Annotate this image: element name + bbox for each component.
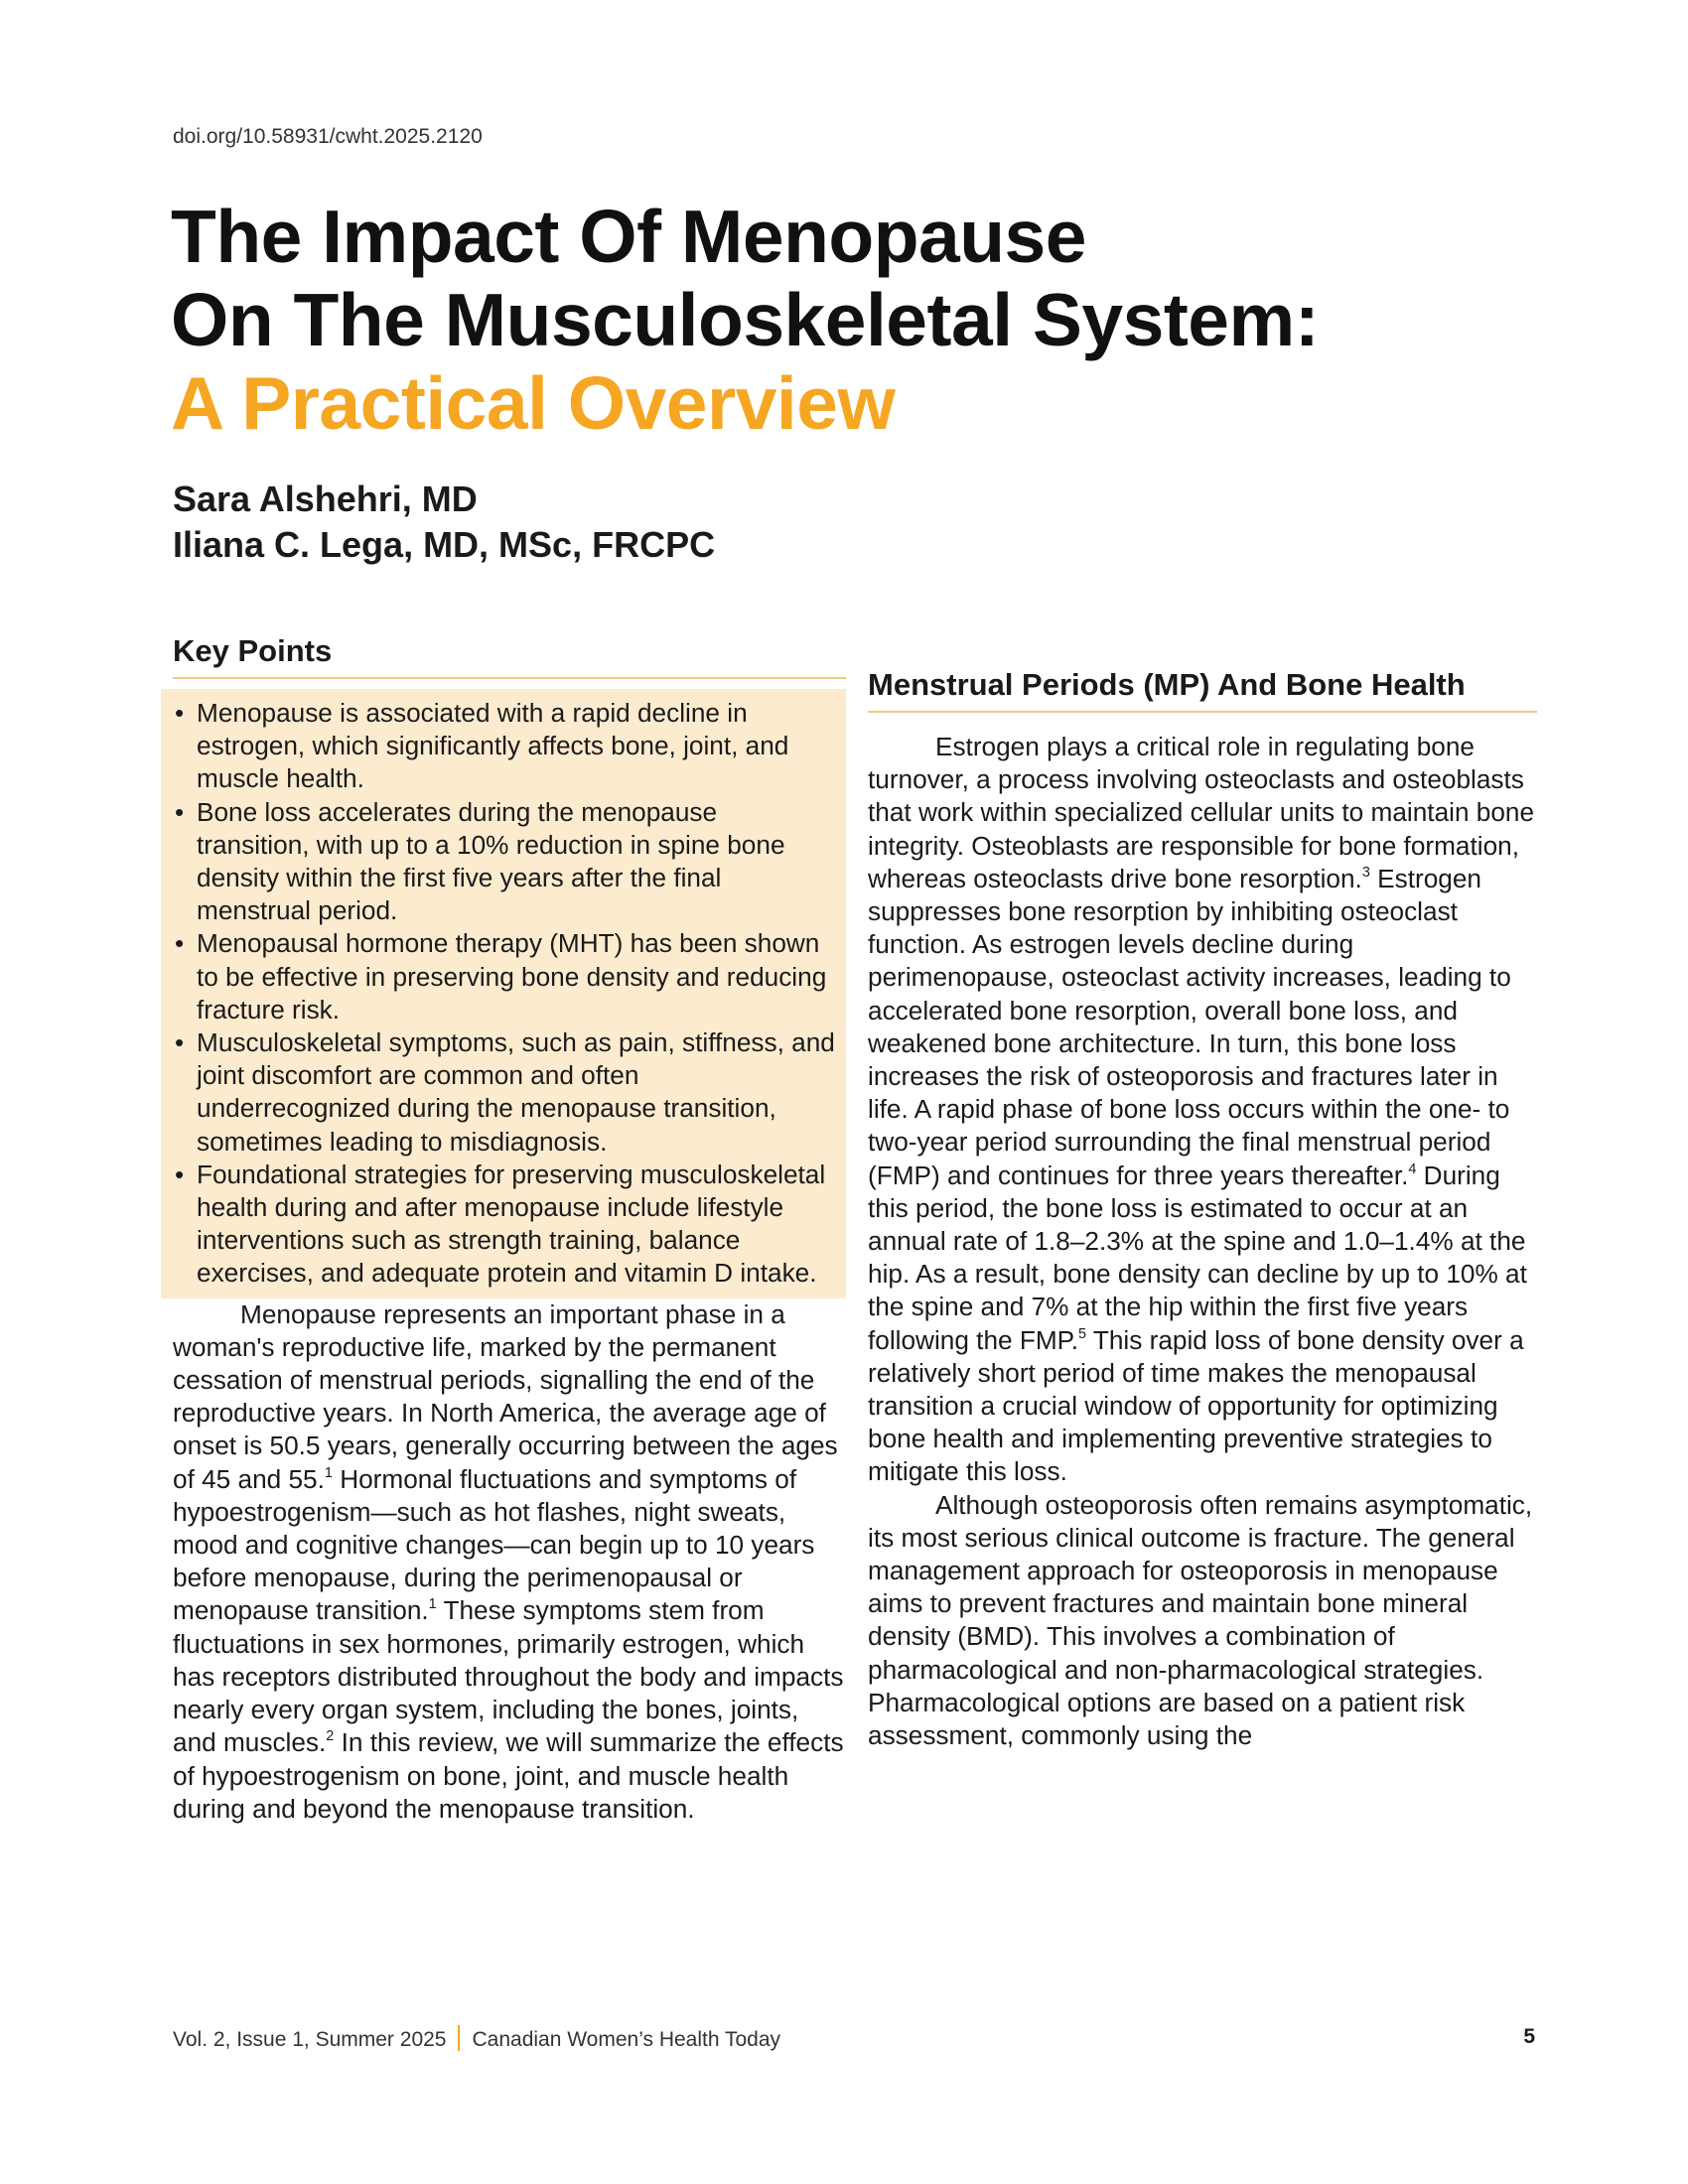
citation-ref[interactable]: 1 — [428, 1596, 437, 1613]
intro-text-3: These symptoms stem from fluctuations in sex hormones, primarily estrogen, which has receptors distributed throughout the body and impacts nearly every organ system, including the bones, joints, and muscles. — [173, 1595, 844, 1758]
right-column — [868, 633, 1537, 1752]
title-line-1: The Impact Of Menopause — [171, 195, 1086, 278]
body-paragraph — [868, 731, 1537, 1489]
key-point-item: • Menopause is associated with a rapid decline in estrogen, which significantly affects bone, joint, and muscle health. — [173, 697, 836, 796]
body-text: During this period, the bone loss is estimated to occur at an annual rate of 1.8–2.3% at the spine and 1.0–1.4% at the hip. As a result, bone density can decline by up to 10% at the spine and 7% at the hip within the first five years following the FMP. — [868, 1160, 1527, 1355]
section-divider — [868, 711, 1537, 713]
intro-text-4: In this review, we will summarize the effects of hypoestrogenism on bone, joint, and muscle health during and beyond the menopause transition. — [173, 1727, 844, 1824]
key-point-item: • Foundational strategies for preserving musculoskeletal health during and after menopause include lifestyle interventions such as strength training, balance exercises, and adequate protein and vitamin D intake. — [173, 1159, 836, 1291]
section-heading: Menstrual Periods (MP) And Bone Health — [868, 667, 1466, 702]
page-number: 5 — [1523, 2025, 1535, 2048]
citation-ref[interactable]: 2 — [326, 1728, 335, 1745]
citation-ref[interactable]: 3 — [1361, 865, 1370, 882]
key-points-heading: Key Points — [173, 633, 333, 668]
body-text: Estrogen suppresses bone resorption by inhibiting osteoclast function. As estrogen levels decline during perimenopause, osteoclast activity increases, leading to accelerated bone resorption, overall bone loss, and weakened bone architecture. In turn, this bone loss increases the risk of osteoporosis and fractures later in life. A rapid phase of bone loss occurs within the one- to two-year period surrounding the final menstrual period (FMP) and continues for three years thereafter. — [868, 863, 1511, 1190]
key-point-item: • Bone loss accelerates during the menopause transition, with up to a 10% reduction in spine bone density within the first five years after the final menstrual period. — [173, 796, 836, 928]
key-points-list — [173, 697, 836, 1291]
footer-separator — [458, 2025, 460, 2051]
key-point-item: • Menopausal hormone therapy (MHT) has been shown to be effective in preserving bone density and reducing fracture risk. — [173, 927, 836, 1026]
key-points-box — [161, 689, 846, 1298]
left-column — [173, 631, 846, 1826]
footer-journal: Canadian Women’s Health Today — [472, 2028, 781, 2051]
page-footer — [173, 2025, 1535, 2052]
author-1: Sara Alshehri, MD — [173, 478, 478, 519]
title-subtitle: A Practical Overview — [171, 361, 896, 445]
title-line-2: On The Musculoskeletal System: — [171, 278, 1320, 361]
intro-paragraph — [173, 1298, 846, 1826]
body-paragraph: Although osteoporosis often remains asymptomatic, its most serious clinical outcome is fracture. The general management approach for osteoporosis in menopause aims to prevent fractures and maintain bone mineral density (BMD). This involves a combination of pharmacological and non-pharmacological strategies. Pharmacological options are based on a patient risk assessment, commonly using the — [868, 1489, 1533, 1751]
article-title — [171, 195, 1561, 445]
key-point-item: • Musculoskeletal symptoms, such as pain, stiffness, and joint discomfort are common and often underrecognized during the menopause transition, sometimes leading to misdiagnosis. — [173, 1026, 836, 1159]
body-text: This rapid loss of bone density over a relatively short period of time makes the menopausal transition a crucial window of opportunity for optimizing bone health and implementing preventive strategies to mitigate this loss. — [868, 1324, 1524, 1487]
author-2: Iliana C. Lega, MD, MSc, FRCPC — [173, 524, 716, 565]
intro-text-2: Hormonal fluctuations and symptoms of hypoestrogenism—such as hot flashes, night sweats, mood and cognitive changes—can begin up to 10 years before menopause, during the perimenopausal or menopause transition. — [173, 1463, 815, 1626]
citation-ref[interactable]: 5 — [1078, 1325, 1087, 1342]
doi-link[interactable]: doi.org/10.58931/cwht.2025.2120 — [173, 125, 483, 148]
citation-ref[interactable]: 4 — [1408, 1160, 1417, 1177]
citation-ref[interactable]: 1 — [324, 1464, 333, 1481]
body-text: Estrogen plays a critical role in regulating bone turnover, a process involving osteoclasts and osteoblasts that work within specialized cellular units to maintain bone integrity. Osteoblasts are responsible for bone formation, whereas osteoclasts drive bone resorption. — [868, 732, 1535, 893]
key-points-divider — [173, 677, 846, 679]
footer-issue: Vol. 2, Issue 1, Summer 2025 — [173, 2028, 447, 2051]
author-list — [173, 477, 715, 568]
intro-text-1: Menopause represents an important phase in a woman's reproductive life, marked by the permanent cessation of menstrual periods, signalling the end of the reproductive years. In North America, the average age of onset is 50.5 years, generally occurring between the ages of 45 and 55. — [173, 1298, 838, 1494]
